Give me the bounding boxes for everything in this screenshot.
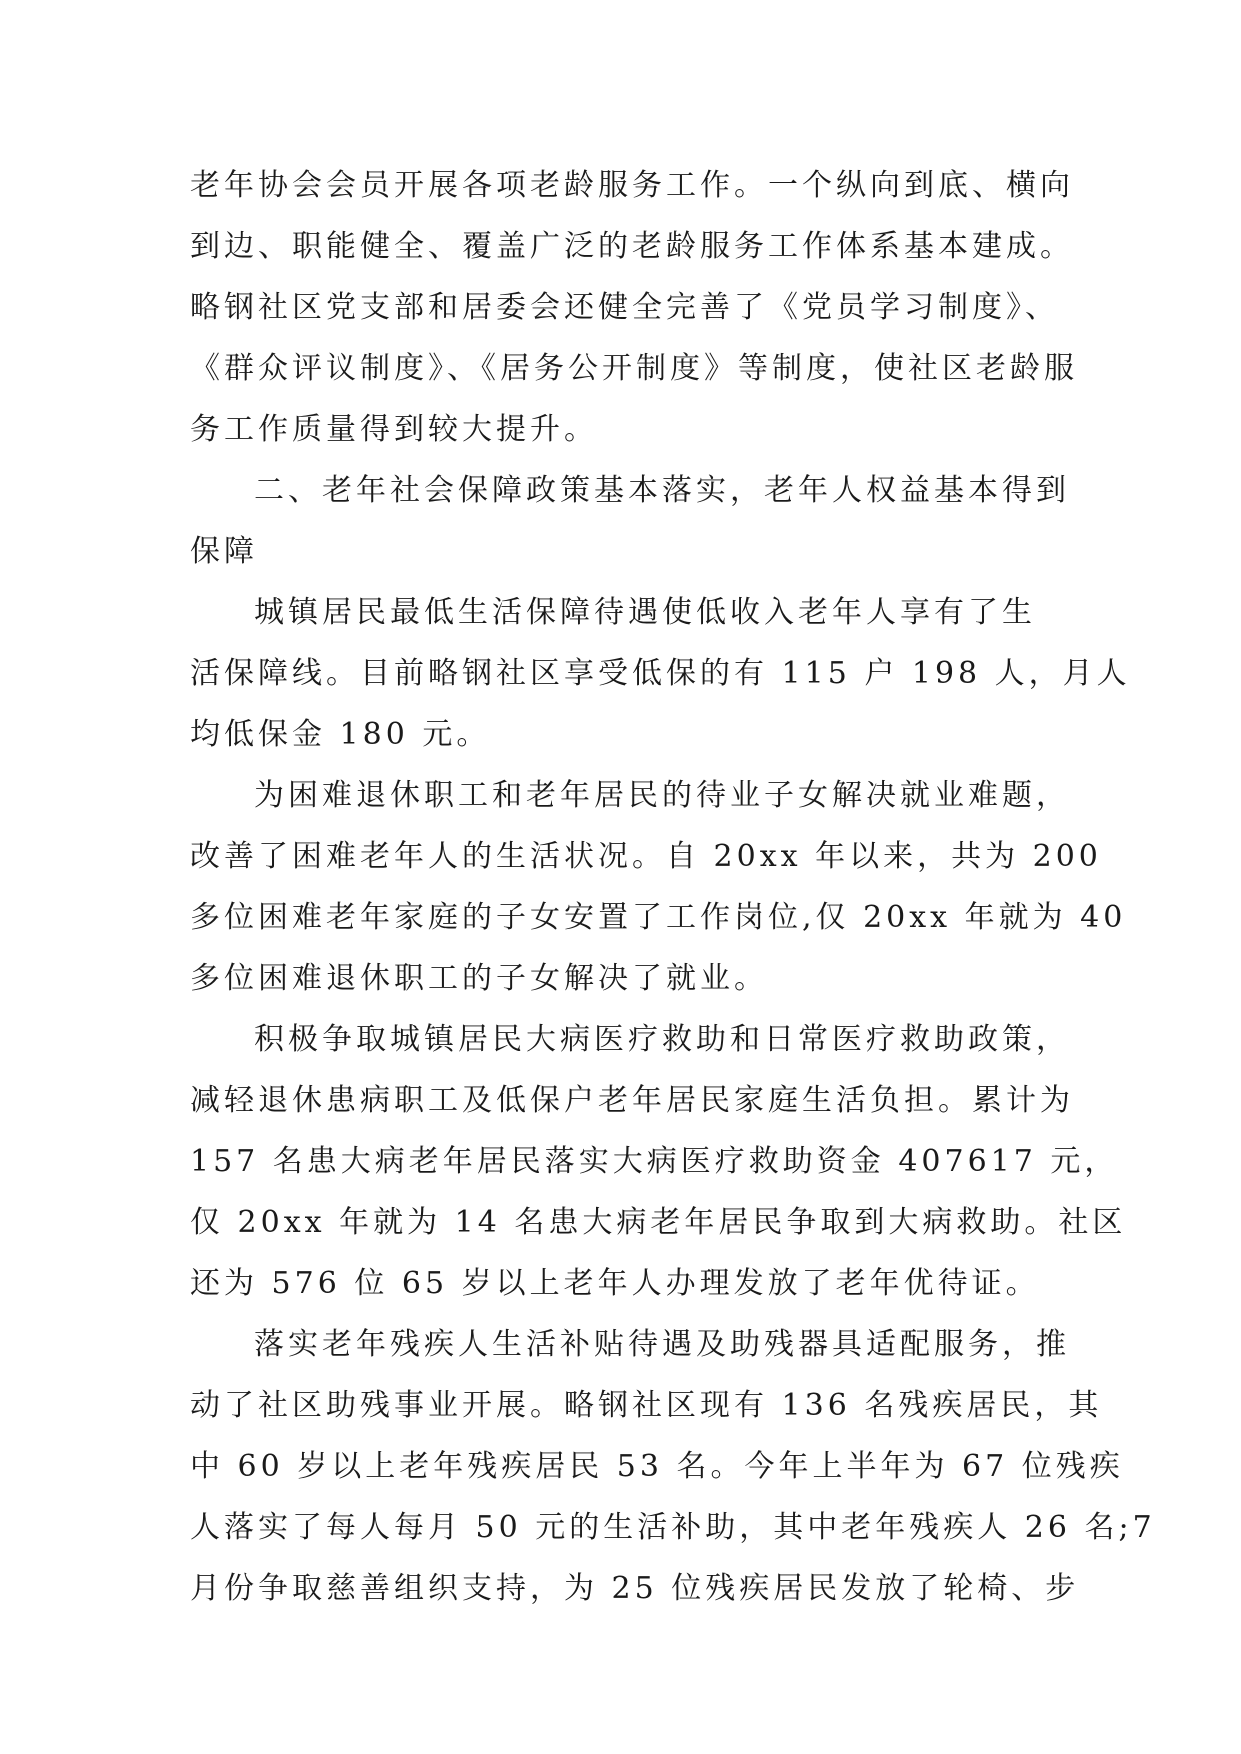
body-text-line: 多位困难老年家庭的子女安置了工作岗位,仅 20xx 年就为 40	[190, 900, 1127, 935]
section-heading: 二、老年社会保障政策基本落实，老年人权益基本得到	[254, 473, 1070, 508]
section-heading-continuation: 保障	[190, 534, 258, 569]
body-text-line: 减轻退休患病职工及低保户老年居民家庭生活负担。累计为	[190, 1083, 1074, 1118]
body-text-line: 均低保金 180 元。	[190, 717, 491, 752]
body-text-line: 务工作质量得到较大提升。	[190, 412, 598, 447]
body-text-line: 多位困难退休职工的子女解决了就业。	[190, 961, 768, 996]
body-text-line: 人落实了每人每月 50 元的生活补助，其中老年残疾人 26 名;7	[190, 1510, 1156, 1545]
body-text-line: 动了社区助残事业开展。略钢社区现有 136 名残疾居民，其	[190, 1388, 1103, 1423]
document-page	[190, 155, 1156, 1619]
body-text-line: 仅 20xx 年就为 14 名患大病老年居民争取到大病救助。社区	[190, 1205, 1127, 1240]
paragraph-start-line: 为困难退休职工和老年居民的待业子女解决就业难题，	[254, 778, 1070, 813]
paragraph-start-line: 城镇居民最低生活保障待遇使低收入老年人享有了生	[254, 595, 1036, 630]
paragraph-start-line: 积极争取城镇居民大病医疗救助和日常医疗救助政策，	[254, 1022, 1070, 1057]
body-text-line: 157 名患大病老年居民落实大病医疗救助资金 407617 元，	[190, 1144, 1119, 1179]
body-text-line: 还为 576 位 65 岁以上老年人办理发放了老年优待证。	[190, 1266, 1040, 1301]
body-text-line: 活保障线。目前略钢社区享受低保的有 115 户 198 人，月人	[190, 656, 1131, 691]
body-text-line: 老年协会会员开展各项老龄服务工作。一个纵向到底、横向	[190, 168, 1074, 203]
paragraph-start-line: 落实老年残疾人生活补贴待遇及助残器具适配服务，推	[254, 1327, 1070, 1362]
body-text-line: 改善了困难老年人的生活状况。自 20xx 年以来，共为 200	[190, 839, 1102, 874]
body-text-line: 月份争取慈善组织支持，为 25 位残疾居民发放了轮椅、步	[190, 1571, 1080, 1606]
body-text-line: 中 60 岁以上老年残疾居民 53 名。今年上半年为 67 位残疾	[190, 1449, 1124, 1484]
body-text-line: 略钢社区党支部和居委会还健全完善了《党员学习制度》、	[190, 290, 1059, 325]
body-text-line: 到边、职能健全、覆盖广泛的老龄服务工作体系基本建成。	[190, 229, 1074, 264]
body-text-line: 《群众评议制度》、《居务公开制度》等制度，使社区老龄服	[190, 351, 1078, 386]
